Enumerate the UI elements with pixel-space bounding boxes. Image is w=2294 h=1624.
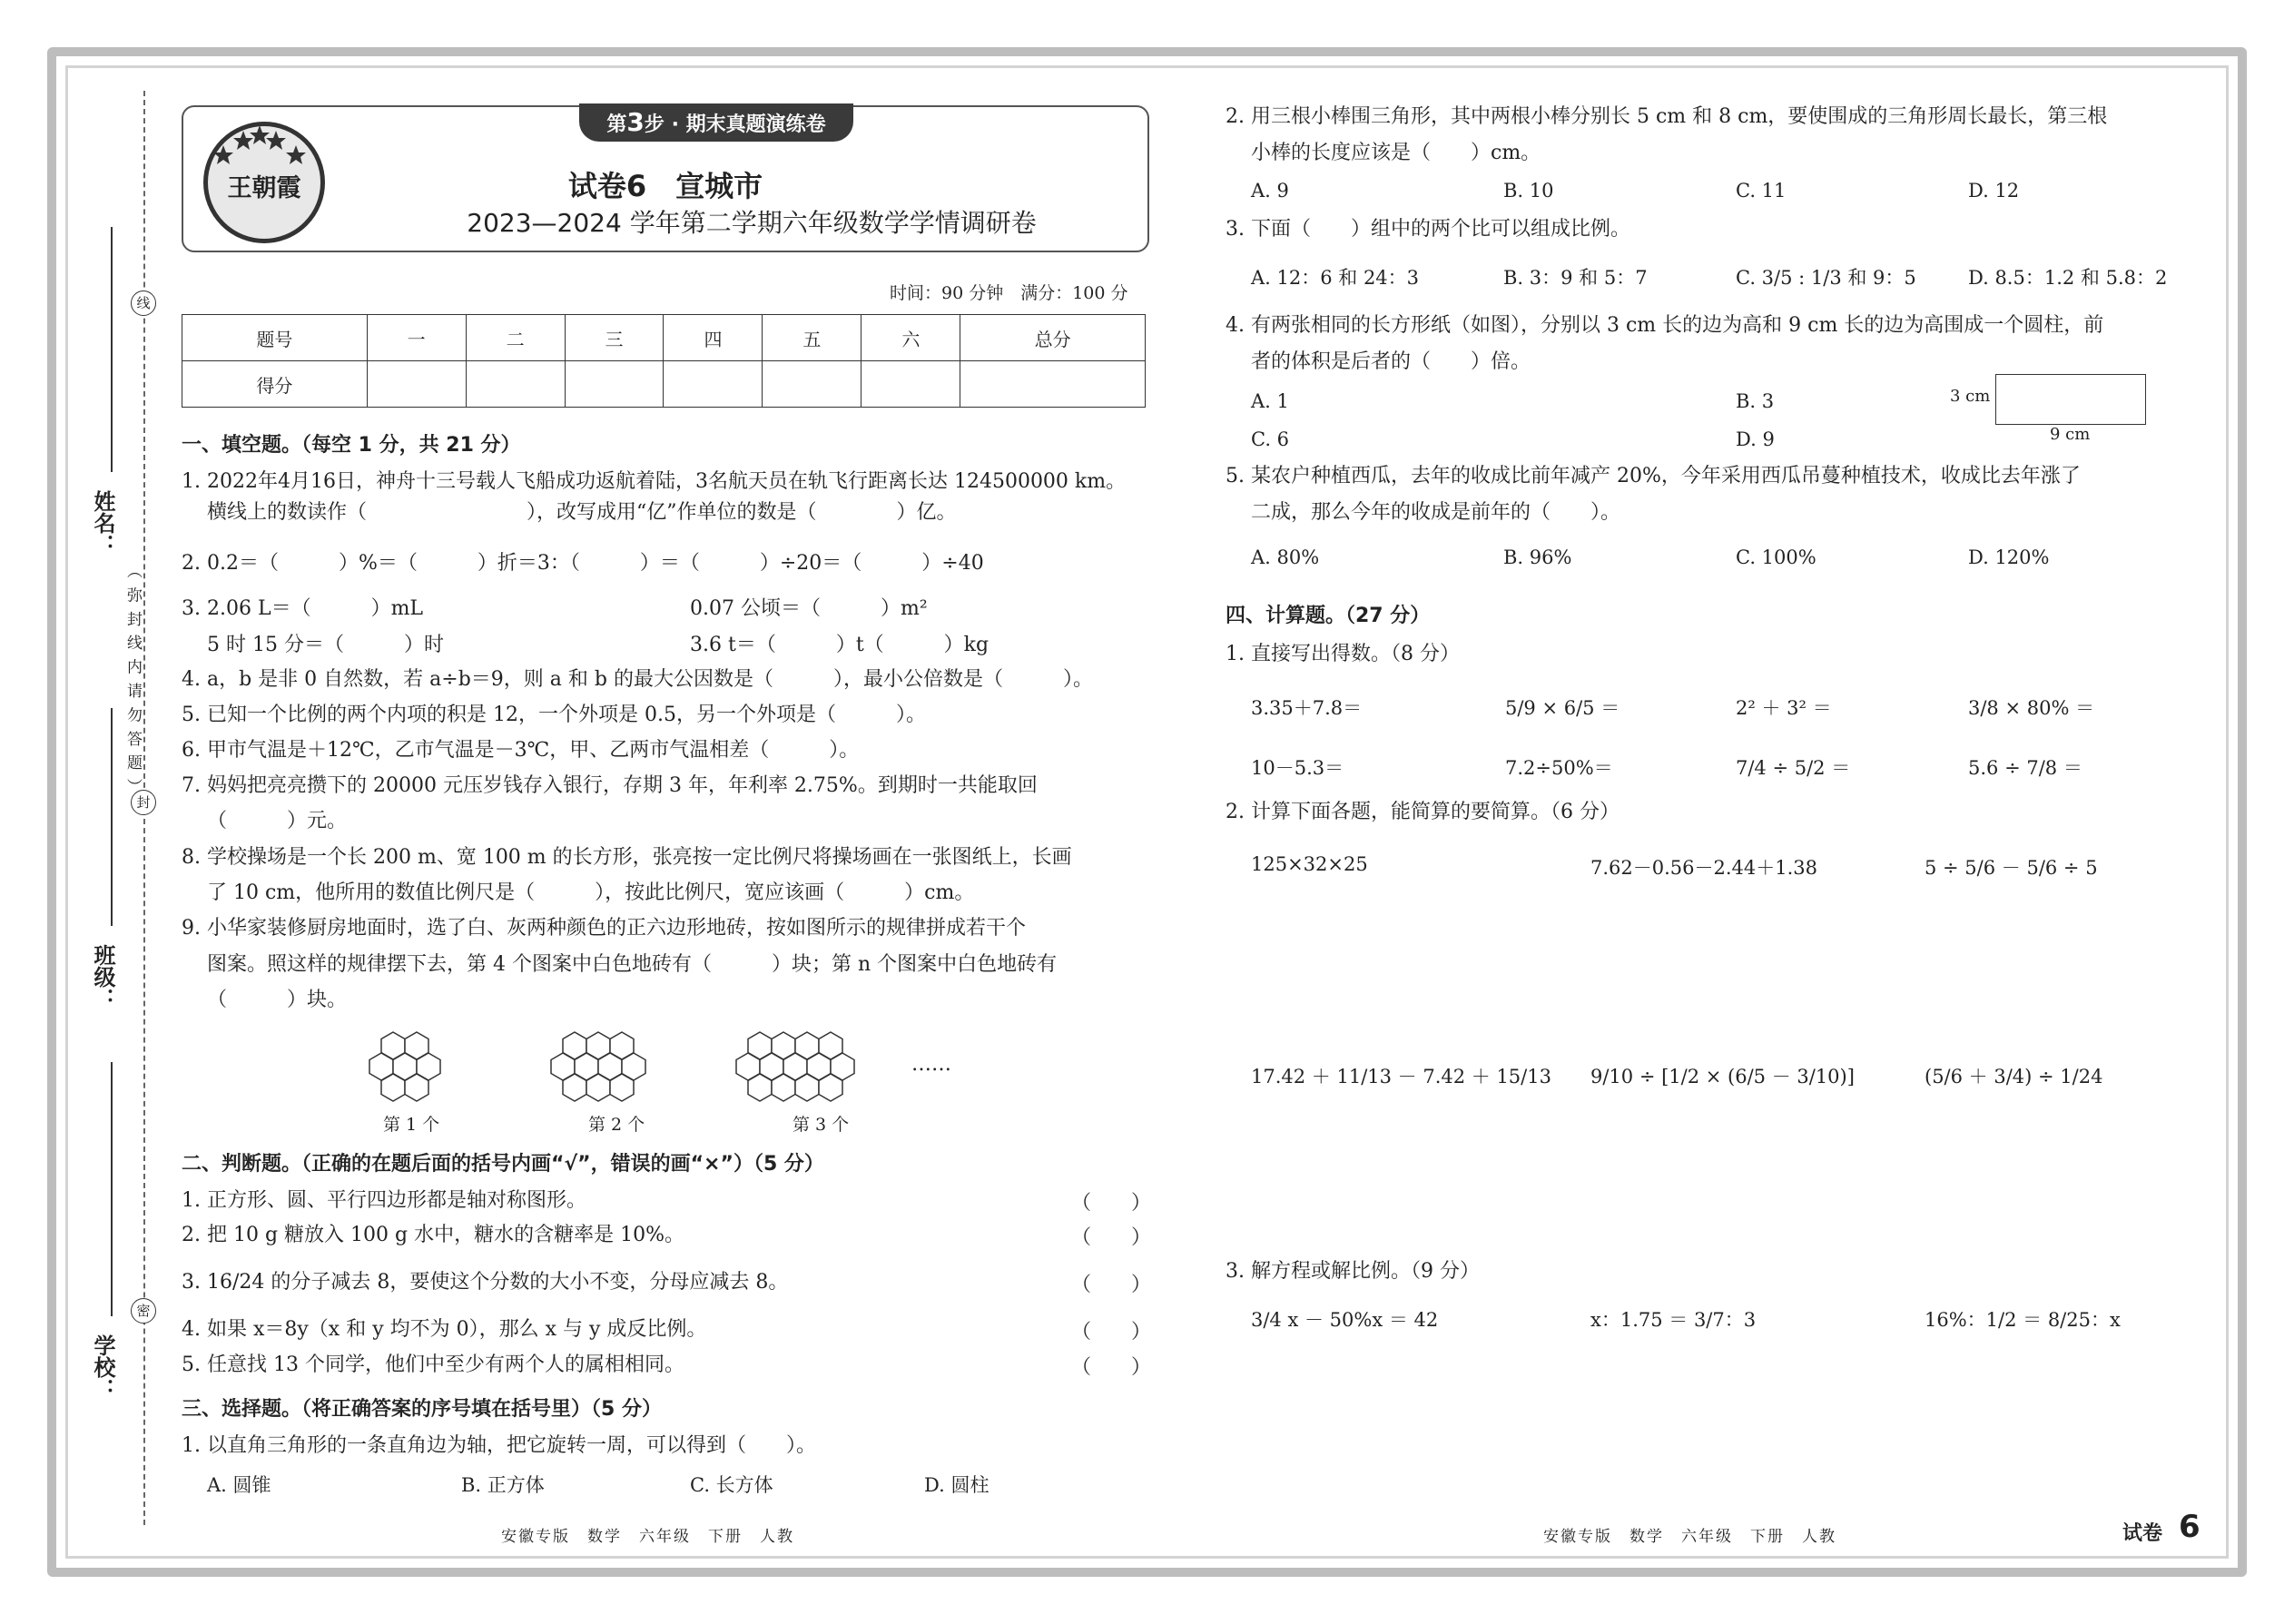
simplify-calc-4: 17.42 ＋ 11/13 － 7.42 ＋ 15/13 <box>1251 1066 1551 1088</box>
page-number: 6 <box>2179 1509 2200 1545</box>
choice-4-cont: 者的体积是后者的（ ）倍。 <box>1251 350 1531 373</box>
header-cell: 三 <box>565 315 664 361</box>
choice-5: 5. 某农户种植西瓜，去年的收成比前年减产 20%，今年采用西瓜吊蔓种植技术，收成比去年涨了 <box>1226 465 2081 487</box>
judge-3-answer[interactable]: （ ） <box>1071 1274 1152 1296</box>
question-1-3c: 5 时 15 分＝（ ）时 <box>207 634 444 656</box>
seal-mark-seal: 封 <box>131 790 156 815</box>
oral-calc-4: 3/8 × 80% ＝ <box>1968 697 2095 719</box>
question-1-1-cont: 横线上的数读作（ ），改写成用“亿”作单位的数是（ ）亿。 <box>207 501 957 524</box>
seal-mark-secret: 密 <box>131 1298 156 1324</box>
choice-5-option-c[interactable]: C. 100% <box>1736 546 1816 568</box>
section-3-header: 三、选择题。（将正确答案的序号填在括号里）（5 分） <box>182 1398 662 1421</box>
question-1-5: 5. 已知一个比例的两个内项的积是 12，一个外项是 0.5，另一个外项是（ ）。 <box>182 704 926 726</box>
page-tag: 试卷 <box>2122 1522 2163 1545</box>
class-field[interactable] <box>111 708 113 926</box>
seal-note: （ 弥 封 线 内 请 勿 答 题 ） <box>123 563 142 796</box>
header-cell: 六 <box>861 315 960 361</box>
choice-5-option-d[interactable]: D. 120% <box>1968 546 2050 568</box>
step-number: 3 <box>626 107 645 137</box>
question-1-3b: 0.07 公顷＝（ ）m² <box>690 597 928 620</box>
question-1-3d: 3.6 t＝（ ）t（ ）kg <box>690 634 989 656</box>
header-cell: 一 <box>367 315 466 361</box>
school-field[interactable] <box>111 1062 113 1316</box>
page-subtitle: 2023—2024 学年第二学期六年级数学学情调研卷 <box>467 208 1037 238</box>
choice-4-option-c[interactable]: C. 6 <box>1251 428 1290 450</box>
time-info: 时间：90 分钟 满分：100 分 <box>890 283 1128 303</box>
calc-part-1: 1. 直接写出得数。（8 分） <box>1226 643 1460 665</box>
score-table-row <box>182 361 1146 408</box>
choice-2-option-c[interactable]: C. 11 <box>1736 180 1787 202</box>
rectangle-width-label: 9 cm <box>2050 425 2091 444</box>
section-2-header: 二、判断题。（正确的在题后面的括号内画“√”，错误的画“×”）（5 分） <box>182 1153 824 1176</box>
simplify-calc-6: (5/6 ＋ 3/4) ÷ 1/24 <box>1925 1066 2103 1088</box>
question-1-2: 2. 0.2＝（ ）%＝（ ）折＝3：（ ）＝（ ）÷20＝（ ）÷40 <box>182 552 984 575</box>
choice-2: 2. 用三根小棒围三角形，其中两根小棒分别长 5 cm 和 8 cm，要使围成的三角形周长最长，第三根 <box>1226 105 2108 128</box>
choice-5-option-a[interactable]: A. 80% <box>1251 546 1320 568</box>
simplify-calc-5: 9/10 ÷ [1/2 × (6/5 － 3/10)] <box>1590 1066 1855 1088</box>
choice-5-option-b[interactable]: B. 96% <box>1503 546 1572 568</box>
question-1-3a: 3. 2.06 L＝（ ）mL <box>182 597 424 620</box>
pattern-label-2: 第 2 个 <box>588 1115 645 1135</box>
pattern-3 <box>736 1032 854 1101</box>
oral-calc-3: 2² ＋ 3² ＝ <box>1736 697 1832 719</box>
oral-calc-7: 7/4 ÷ 5/2 ＝ <box>1736 757 1851 779</box>
header-cell: 五 <box>763 315 861 361</box>
header-cell: 总分 <box>960 315 1146 361</box>
simplify-calc-2: 7.62－0.56－2.44＋1.38 <box>1590 857 1818 879</box>
row-label: 得分 <box>182 361 368 408</box>
choice-4: 4. 有两张相同的长方形纸（如图），分别以 3 cm 长的边为高和 9 cm 长的边为高围成一个圆柱，前 <box>1226 314 2104 337</box>
judge-4: 4. 如果 x＝8y（x 和 y 均不为 0），那么 x 与 y 成反比例。 <box>182 1318 707 1341</box>
header-cell: 二 <box>466 315 565 361</box>
judge-5: 5. 任意找 13 个同学，他们中至少有两个人的属相相同。 <box>182 1353 684 1376</box>
choice-1-option-b[interactable]: B. 正方体 <box>461 1474 545 1496</box>
judge-3: 3. 16/24 的分子减去 8，要使这个分数的大小不变，分母应减去 8。 <box>182 1271 789 1294</box>
score-cell[interactable] <box>664 361 763 408</box>
footer-right: 安徽专版 数学 六年级 下册 人教 <box>1543 1528 1836 1546</box>
step-tab <box>579 103 853 142</box>
choice-1: 1. 以直角三角形的一条直角边为轴，把它旋转一周，可以得到（ ）。 <box>182 1434 816 1457</box>
section-4-header: 四、计算题。（27 分） <box>1226 605 1431 627</box>
question-1-9-cont: 图案。照这样的规律摆下去，第 4 个图案中白色地砖有（ ）块；第 n 个图案中白色地砖有 <box>207 953 1058 976</box>
hexagon-pattern-figure <box>182 1026 999 1117</box>
choice-4-option-d[interactable]: D. 9 <box>1736 428 1775 450</box>
choice-3: 3. 下面（ ）组中的两个比可以组成比例。 <box>1226 218 1630 241</box>
equation-3: 16%：1/2 ＝ 8/25：x <box>1925 1309 2121 1331</box>
oral-calc-5: 10－5.3＝ <box>1251 757 1344 779</box>
header-cell: 四 <box>664 315 763 361</box>
judge-4-answer[interactable]: （ ） <box>1071 1321 1152 1343</box>
oral-calc-6: 7.2÷50%＝ <box>1505 757 1613 779</box>
judge-1-answer[interactable]: （ ） <box>1071 1192 1152 1215</box>
calc-part-3: 3. 解方程或解比例。（9 分） <box>1226 1260 1480 1283</box>
rectangle-height-label: 3 cm <box>1950 387 1991 406</box>
oral-calc-8: 5.6 ÷ 7/8 ＝ <box>1968 757 2082 779</box>
question-1-9: 9. 小华家装修厨房地面时，选了白、灰两种颜色的正六边形地砖，按如图所示的规律拼成若干个 <box>182 917 1026 940</box>
score-cell[interactable] <box>565 361 664 408</box>
rectangle-paper-figure <box>1995 374 2146 425</box>
judge-2-answer[interactable]: （ ） <box>1071 1226 1152 1249</box>
choice-1-option-d[interactable]: D. 圆柱 <box>924 1474 989 1496</box>
choice-2-cont: 小棒的长度应该是（ ）cm。 <box>1251 142 1541 164</box>
class-label: 班级： <box>90 944 115 1009</box>
calc-part-2: 2. 计算下面各题，能简算的要简算。（6 分） <box>1226 801 1620 823</box>
step-prefix: 第 <box>606 113 627 136</box>
question-1-6: 6. 甲市气温是＋12℃，乙市气温是－3℃，甲、乙两市气温相差（ ）。 <box>182 739 860 762</box>
question-1-9-cont2: （ ）块。 <box>207 989 348 1011</box>
score-cell[interactable] <box>861 361 960 408</box>
choice-2-option-a[interactable]: A. 9 <box>1251 180 1289 202</box>
pattern-label-3: 第 3 个 <box>793 1115 850 1135</box>
score-table <box>182 314 1146 408</box>
pattern-2 <box>551 1032 645 1101</box>
pattern-1 <box>369 1032 440 1101</box>
page-title: 试卷6 宣城市 <box>567 169 763 203</box>
question-1-4: 4. a，b 是非 0 自然数，若 a÷b＝9，则 a 和 b 的最大公因数是（ ），最小公倍数是（ ）。 <box>182 668 1093 691</box>
choice-1-option-c[interactable]: C. 长方体 <box>690 1474 773 1496</box>
choice-2-option-d[interactable]: D. 12 <box>1968 180 2020 202</box>
judge-1: 1. 正方形、圆、平行四边形都是轴对称图形。 <box>182 1189 586 1212</box>
judge-2: 2. 把 10 g 糖放入 100 g 水中，糖水的含糖率是 10%。 <box>182 1224 684 1246</box>
choice-5-cont: 二成，那么今年的收成是前年的（ ）。 <box>1251 501 1621 524</box>
header-cell: 题号 <box>182 315 368 361</box>
choice-4-option-b[interactable]: B. 3 <box>1736 390 1775 412</box>
name-label: 姓名： <box>90 490 115 556</box>
simplify-calc-3: 5 ÷ 5/6 － 5/6 ÷ 5 <box>1925 857 2098 879</box>
choice-3-option-b[interactable]: B. 3：9 和 5：7 <box>1503 267 1648 289</box>
score-cell[interactable] <box>466 361 565 408</box>
choice-3-option-d[interactable]: D. 8.5：1.2 和 5.8：2 <box>1968 267 2168 289</box>
score-cell[interactable] <box>960 361 1146 408</box>
name-field[interactable] <box>111 227 113 472</box>
logo-text: 王朝霞 <box>227 174 301 202</box>
score-table-header-row <box>182 315 1146 361</box>
score-cell[interactable] <box>367 361 466 408</box>
seal-mark-line: 线 <box>131 290 156 316</box>
question-1-8: 8. 学校操场是一个长 200 m、宽 100 m 的长方形，张亮按一定比例尺将操场画在一张图纸上，长画 <box>182 846 1072 869</box>
equation-1: 3/4 x － 50%x ＝ 42 <box>1251 1309 1439 1331</box>
oral-calc-2: 5/9 × 6/5 ＝ <box>1505 697 1620 719</box>
question-1-7-cont: （ ）元。 <box>207 810 348 832</box>
equation-2: x：1.75 ＝ 3/7：3 <box>1590 1309 1757 1331</box>
choice-4-option-a[interactable]: A. 1 <box>1251 390 1289 412</box>
question-1-8-cont: 了 10 cm，他所用的数值比例尺是（ ），按此比例尺，宽应该画（ ）cm。 <box>207 881 975 904</box>
school-label: 学校： <box>90 1334 115 1400</box>
score-cell[interactable] <box>763 361 861 408</box>
header-banner <box>182 105 1149 252</box>
choice-2-option-b[interactable]: B. 10 <box>1503 180 1554 202</box>
oral-calc-1: 3.35＋7.8＝ <box>1251 697 1363 719</box>
choice-3-option-a[interactable]: A. 12：6 和 24：3 <box>1251 267 1420 289</box>
question-1-1: 1. 2022年4月16日，神舟十三号载人飞船成功返航着陆，3名航天员在轨飞行距离长达 124500000 km。 <box>182 470 1127 493</box>
footer-left: 安徽专版 数学 六年级 下册 人教 <box>501 1528 794 1546</box>
section-1-header: 一、填空题。（每空 1 分，共 21 分） <box>182 434 521 457</box>
question-1-7: 7. 妈妈把亮亮攒下的 20000 元压岁钱存入银行，存期 3 年，年利率 2.75%。到期时一共能取回 <box>182 774 1038 797</box>
simplify-calc-1: 125×32×25 <box>1251 853 1368 875</box>
choice-3-option-c[interactable]: C. 3/5 : 1/3 和 9：5 <box>1736 267 1916 289</box>
pattern-ellipsis: …… <box>911 1053 951 1076</box>
choice-1-option-a[interactable]: A. 圆锥 <box>207 1474 271 1496</box>
step-suffix: 步 · 期末真题演练卷 <box>644 113 826 136</box>
judge-5-answer[interactable]: （ ） <box>1071 1356 1152 1379</box>
pattern-label-1: 第 1 个 <box>383 1115 440 1135</box>
